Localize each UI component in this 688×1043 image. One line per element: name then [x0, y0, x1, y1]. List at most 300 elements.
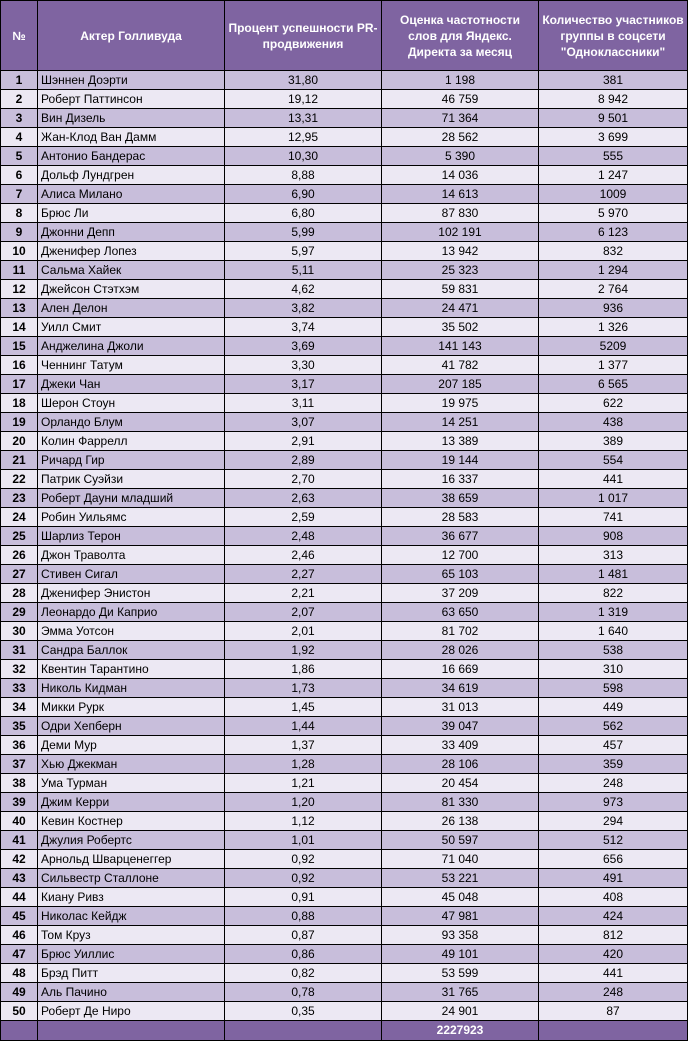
odnoklassniki-members: 555	[539, 147, 688, 166]
pr-success: 2,89	[225, 451, 382, 470]
odnoklassniki-members: 3 699	[539, 128, 688, 147]
table-row	[1, 907, 688, 926]
row-number: 46	[1, 926, 38, 945]
row-number: 1	[1, 71, 38, 90]
row-number: 15	[1, 337, 38, 356]
header-yandex-frequency: Оценка частотности слов для Яндекс. Директа за месяц	[382, 1, 539, 71]
pr-success: 0,35	[225, 1002, 382, 1021]
total-cell-empty-1	[1, 1021, 38, 1041]
yandex-frequency: 19 975	[382, 394, 539, 413]
yandex-frequency: 47 981	[382, 907, 539, 926]
table-row	[1, 356, 688, 375]
table-row	[1, 223, 688, 242]
pr-success: 2,70	[225, 470, 382, 489]
actor-name: Робин Уильямс	[38, 508, 225, 527]
odnoklassniki-members: 1 377	[539, 356, 688, 375]
row-number: 22	[1, 470, 38, 489]
table-row	[1, 508, 688, 527]
yandex-frequency: 141 143	[382, 337, 539, 356]
pr-success: 0,87	[225, 926, 382, 945]
pr-success: 1,45	[225, 698, 382, 717]
yandex-frequency: 46 759	[382, 90, 539, 109]
yandex-frequency: 28 026	[382, 641, 539, 660]
table-row	[1, 318, 688, 337]
table-row	[1, 812, 688, 831]
odnoklassniki-members: 248	[539, 983, 688, 1002]
odnoklassniki-members: 87	[539, 1002, 688, 1021]
actor-name: Ченнинг Татум	[38, 356, 225, 375]
row-number: 39	[1, 793, 38, 812]
yandex-frequency: 93 358	[382, 926, 539, 945]
row-number: 49	[1, 983, 38, 1002]
actor-name: Дольф Лундгрен	[38, 166, 225, 185]
actor-name: Роберт Паттинсон	[38, 90, 225, 109]
yandex-frequency: 65 103	[382, 565, 539, 584]
total-row	[1, 1021, 688, 1041]
actor-name: Киану Ривз	[38, 888, 225, 907]
yandex-frequency: 20 454	[382, 774, 539, 793]
pr-success: 2,48	[225, 527, 382, 546]
odnoklassniki-members: 381	[539, 71, 688, 90]
row-number: 48	[1, 964, 38, 983]
table-row	[1, 850, 688, 869]
row-number: 21	[1, 451, 38, 470]
actor-name: Леонардо Ди Каприо	[38, 603, 225, 622]
table-row	[1, 432, 688, 451]
actor-name: Эмма Уотсон	[38, 622, 225, 641]
actor-name: Микки Рурк	[38, 698, 225, 717]
actor-name: Колин Фаррелл	[38, 432, 225, 451]
row-number: 23	[1, 489, 38, 508]
header-pr-success: Процент успешности PR-продвижения	[225, 1, 382, 71]
row-number: 31	[1, 641, 38, 660]
actor-name: Дженифер Лопез	[38, 242, 225, 261]
row-number: 18	[1, 394, 38, 413]
yandex-frequency: 31 765	[382, 983, 539, 1002]
odnoklassniki-members: 359	[539, 755, 688, 774]
actor-name: Анджелина Джоли	[38, 337, 225, 356]
row-number: 41	[1, 831, 38, 850]
table-row	[1, 869, 688, 888]
table-row	[1, 660, 688, 679]
pr-success: 3,69	[225, 337, 382, 356]
odnoklassniki-members: 622	[539, 394, 688, 413]
header-actor: Актер Голливуда	[38, 1, 225, 71]
pr-success: 1,73	[225, 679, 382, 698]
table-row	[1, 679, 688, 698]
yandex-frequency: 53 599	[382, 964, 539, 983]
actor-name: Квентин Тарантино	[38, 660, 225, 679]
row-number: 12	[1, 280, 38, 299]
yandex-frequency: 24 471	[382, 299, 539, 318]
odnoklassniki-members: 822	[539, 584, 688, 603]
pr-success: 3,82	[225, 299, 382, 318]
pr-success: 0,92	[225, 869, 382, 888]
yandex-frequency: 71 364	[382, 109, 539, 128]
table-row	[1, 584, 688, 603]
yandex-frequency: 102 191	[382, 223, 539, 242]
odnoklassniki-members: 812	[539, 926, 688, 945]
actor-name: Роберт Дауни младший	[38, 489, 225, 508]
row-number: 7	[1, 185, 38, 204]
odnoklassniki-members: 8 942	[539, 90, 688, 109]
table-row	[1, 774, 688, 793]
yandex-frequency: 207 185	[382, 375, 539, 394]
row-number: 9	[1, 223, 38, 242]
pr-success: 5,99	[225, 223, 382, 242]
table-row	[1, 755, 688, 774]
pr-success: 0,88	[225, 907, 382, 926]
row-number: 36	[1, 736, 38, 755]
row-number: 13	[1, 299, 38, 318]
table-row	[1, 90, 688, 109]
row-number: 6	[1, 166, 38, 185]
pr-success: 3,11	[225, 394, 382, 413]
actor-name: Джеки Чан	[38, 375, 225, 394]
row-number: 35	[1, 717, 38, 736]
yandex-frequency: 24 901	[382, 1002, 539, 1021]
row-number: 16	[1, 356, 38, 375]
table-row	[1, 470, 688, 489]
row-number: 28	[1, 584, 38, 603]
pr-success: 1,21	[225, 774, 382, 793]
yandex-frequency: 28 106	[382, 755, 539, 774]
odnoklassniki-members: 5209	[539, 337, 688, 356]
table-row	[1, 945, 688, 964]
yandex-frequency: 14 036	[382, 166, 539, 185]
pr-success: 0,92	[225, 850, 382, 869]
pr-success: 2,91	[225, 432, 382, 451]
pr-success: 19,12	[225, 90, 382, 109]
actor-name: Антонио Бандерас	[38, 147, 225, 166]
pr-success: 10,30	[225, 147, 382, 166]
actor-name: Сандра Баллок	[38, 641, 225, 660]
yandex-frequency: 36 677	[382, 527, 539, 546]
yandex-frequency: 45 048	[382, 888, 539, 907]
pr-success: 3,30	[225, 356, 382, 375]
actor-name: Вин Дизель	[38, 109, 225, 128]
yandex-frequency: 19 144	[382, 451, 539, 470]
pr-success: 3,17	[225, 375, 382, 394]
yandex-frequency: 81 702	[382, 622, 539, 641]
pr-success: 13,31	[225, 109, 382, 128]
odnoklassniki-members: 512	[539, 831, 688, 850]
table-row	[1, 603, 688, 622]
odnoklassniki-members: 562	[539, 717, 688, 736]
row-number: 11	[1, 261, 38, 280]
pr-success: 1,44	[225, 717, 382, 736]
table-row	[1, 527, 688, 546]
actor-name: Николас Кейдж	[38, 907, 225, 926]
odnoklassniki-members: 294	[539, 812, 688, 831]
yandex-frequency: 16 337	[382, 470, 539, 489]
table-row	[1, 736, 688, 755]
pr-success: 2,07	[225, 603, 382, 622]
pr-success: 2,59	[225, 508, 382, 527]
row-number: 40	[1, 812, 38, 831]
table-row	[1, 242, 688, 261]
row-number: 43	[1, 869, 38, 888]
yandex-frequency: 13 389	[382, 432, 539, 451]
odnoklassniki-members: 538	[539, 641, 688, 660]
row-number: 19	[1, 413, 38, 432]
yandex-frequency: 25 323	[382, 261, 539, 280]
actor-name: Ричард Гир	[38, 451, 225, 470]
actor-name: Джим Керри	[38, 793, 225, 812]
table-row	[1, 926, 688, 945]
yandex-frequency: 14 251	[382, 413, 539, 432]
yandex-frequency: 41 782	[382, 356, 539, 375]
actor-name: Брюс Ли	[38, 204, 225, 223]
actor-name: Брэд Питт	[38, 964, 225, 983]
table-row	[1, 793, 688, 812]
actor-name: Жан-Клод Ван Дамм	[38, 128, 225, 147]
yandex-frequency: 28 562	[382, 128, 539, 147]
row-number: 17	[1, 375, 38, 394]
odnoklassniki-members: 741	[539, 508, 688, 527]
odnoklassniki-members: 389	[539, 432, 688, 451]
table-row	[1, 489, 688, 508]
yandex-frequency: 50 597	[382, 831, 539, 850]
actor-name: Шерон Стоун	[38, 394, 225, 413]
pr-success: 2,21	[225, 584, 382, 603]
table-row	[1, 299, 688, 318]
odnoklassniki-members: 656	[539, 850, 688, 869]
row-number: 14	[1, 318, 38, 337]
yandex-frequency: 14 613	[382, 185, 539, 204]
odnoklassniki-members: 248	[539, 774, 688, 793]
pr-success: 3,74	[225, 318, 382, 337]
odnoklassniki-members: 2 764	[539, 280, 688, 299]
actor-name: Джулия Робертс	[38, 831, 225, 850]
yandex-frequency: 35 502	[382, 318, 539, 337]
table-row	[1, 1002, 688, 1021]
row-number: 42	[1, 850, 38, 869]
actor-name: Джонни Депп	[38, 223, 225, 242]
table-row	[1, 888, 688, 907]
odnoklassniki-members: 1 247	[539, 166, 688, 185]
pr-success: 2,27	[225, 565, 382, 584]
table-row	[1, 413, 688, 432]
yandex-frequency: 71 040	[382, 850, 539, 869]
odnoklassniki-members: 6 123	[539, 223, 688, 242]
actor-name: Сальма Хайек	[38, 261, 225, 280]
yandex-frequency: 28 583	[382, 508, 539, 527]
header-number: №	[1, 1, 38, 71]
row-number: 45	[1, 907, 38, 926]
row-number: 50	[1, 1002, 38, 1021]
table-row	[1, 641, 688, 660]
pr-success: 1,20	[225, 793, 382, 812]
odnoklassniki-members: 449	[539, 698, 688, 717]
actor-name: Сильвестр Сталлоне	[38, 869, 225, 888]
table-row	[1, 831, 688, 850]
odnoklassniki-members: 1 294	[539, 261, 688, 280]
odnoklassniki-members: 441	[539, 470, 688, 489]
row-number: 8	[1, 204, 38, 223]
row-number: 4	[1, 128, 38, 147]
row-number: 25	[1, 527, 38, 546]
odnoklassniki-members: 408	[539, 888, 688, 907]
row-number: 20	[1, 432, 38, 451]
yandex-frequency: 12 700	[382, 546, 539, 565]
pr-success: 1,28	[225, 755, 382, 774]
pr-success: 1,86	[225, 660, 382, 679]
yandex-frequency: 49 101	[382, 945, 539, 964]
total-cell-empty-4	[539, 1021, 688, 1041]
pr-success: 1,12	[225, 812, 382, 831]
actor-name: Уилл Смит	[38, 318, 225, 337]
header-row	[1, 1, 688, 71]
odnoklassniki-members: 457	[539, 736, 688, 755]
actor-name: Одри Хепберн	[38, 717, 225, 736]
total-cell-empty-2	[38, 1021, 225, 1041]
pr-success: 6,90	[225, 185, 382, 204]
row-number: 3	[1, 109, 38, 128]
odnoklassniki-members: 598	[539, 679, 688, 698]
actor-name: Джон Траволта	[38, 546, 225, 565]
pr-success: 2,46	[225, 546, 382, 565]
yandex-frequency: 34 619	[382, 679, 539, 698]
yandex-frequency: 38 659	[382, 489, 539, 508]
actor-name: Роберт Де Ниро	[38, 1002, 225, 1021]
odnoklassniki-members: 5 970	[539, 204, 688, 223]
odnoklassniki-members: 1 319	[539, 603, 688, 622]
pr-success: 8,88	[225, 166, 382, 185]
odnoklassniki-members: 554	[539, 451, 688, 470]
table-row	[1, 983, 688, 1002]
pr-success: 6,80	[225, 204, 382, 223]
yandex-frequency: 5 390	[382, 147, 539, 166]
table-body	[1, 71, 688, 1021]
yandex-frequency: 16 669	[382, 660, 539, 679]
row-number: 33	[1, 679, 38, 698]
odnoklassniki-members: 1 017	[539, 489, 688, 508]
odnoklassniki-members: 1 481	[539, 565, 688, 584]
table-row	[1, 622, 688, 641]
pr-success: 3,07	[225, 413, 382, 432]
row-number: 24	[1, 508, 38, 527]
actor-name: Брюс Уиллис	[38, 945, 225, 964]
table-row	[1, 166, 688, 185]
table-row	[1, 394, 688, 413]
odnoklassniki-members: 491	[539, 869, 688, 888]
yandex-frequency: 26 138	[382, 812, 539, 831]
pr-success: 1,92	[225, 641, 382, 660]
odnoklassniki-members: 1 640	[539, 622, 688, 641]
table-row	[1, 147, 688, 166]
row-number: 37	[1, 755, 38, 774]
actor-name: Орландо Блум	[38, 413, 225, 432]
row-number: 47	[1, 945, 38, 964]
pr-success: 31,80	[225, 71, 382, 90]
table-row	[1, 128, 688, 147]
yandex-frequency: 81 330	[382, 793, 539, 812]
odnoklassniki-members: 310	[539, 660, 688, 679]
row-number: 26	[1, 546, 38, 565]
pr-success: 2,63	[225, 489, 382, 508]
table-row	[1, 375, 688, 394]
table-footer	[1, 1021, 688, 1041]
pr-success: 1,01	[225, 831, 382, 850]
actor-name: Николь Кидман	[38, 679, 225, 698]
yandex-frequency: 37 209	[382, 584, 539, 603]
actor-name: Арнольд Шварценеггер	[38, 850, 225, 869]
row-number: 30	[1, 622, 38, 641]
table-row	[1, 451, 688, 470]
row-number: 27	[1, 565, 38, 584]
header-odnoklassniki-members: Количество участников группы в соцсети "Одноклассники"	[539, 1, 688, 71]
odnoklassniki-members: 1009	[539, 185, 688, 204]
table-row	[1, 109, 688, 128]
actor-name: Стивен Сигал	[38, 565, 225, 584]
actor-name: Шэннен Доэрти	[38, 71, 225, 90]
actor-name: Алиса Милано	[38, 185, 225, 204]
table-row	[1, 337, 688, 356]
pr-success: 5,97	[225, 242, 382, 261]
table-row	[1, 698, 688, 717]
pr-success: 1,37	[225, 736, 382, 755]
table-row	[1, 964, 688, 983]
odnoklassniki-members: 9 501	[539, 109, 688, 128]
yandex-frequency: 39 047	[382, 717, 539, 736]
pr-success: 0,78	[225, 983, 382, 1002]
pr-success: 12,95	[225, 128, 382, 147]
row-number: 29	[1, 603, 38, 622]
yandex-frequency: 63 650	[382, 603, 539, 622]
row-number: 10	[1, 242, 38, 261]
actor-name: Ума Турман	[38, 774, 225, 793]
odnoklassniki-members: 438	[539, 413, 688, 432]
yandex-frequency: 1 198	[382, 71, 539, 90]
yandex-frequency: 31 013	[382, 698, 539, 717]
table-row	[1, 280, 688, 299]
pr-success: 2,01	[225, 622, 382, 641]
row-number: 32	[1, 660, 38, 679]
yandex-frequency: 13 942	[382, 242, 539, 261]
actor-name: Аль Пачино	[38, 983, 225, 1002]
actor-name: Шарлиз Терон	[38, 527, 225, 546]
table-header	[1, 1, 688, 71]
total-value: 2227923	[382, 1021, 539, 1041]
row-number: 2	[1, 90, 38, 109]
pr-success: 4,62	[225, 280, 382, 299]
odnoklassniki-members: 908	[539, 527, 688, 546]
table-row	[1, 185, 688, 204]
actor-name: Кевин Костнер	[38, 812, 225, 831]
odnoklassniki-members: 973	[539, 793, 688, 812]
row-number: 34	[1, 698, 38, 717]
actor-name: Джейсон Стэтхэм	[38, 280, 225, 299]
total-cell-empty-3	[225, 1021, 382, 1041]
pr-success: 0,91	[225, 888, 382, 907]
odnoklassniki-members: 936	[539, 299, 688, 318]
table-row	[1, 546, 688, 565]
odnoklassniki-members: 313	[539, 546, 688, 565]
actor-name: Патрик Суэйзи	[38, 470, 225, 489]
yandex-frequency: 53 221	[382, 869, 539, 888]
odnoklassniki-members: 6 565	[539, 375, 688, 394]
actor-name: Дженифер Энистон	[38, 584, 225, 603]
row-number: 44	[1, 888, 38, 907]
table-row	[1, 565, 688, 584]
odnoklassniki-members: 832	[539, 242, 688, 261]
actor-name: Ален Делон	[38, 299, 225, 318]
yandex-frequency: 87 830	[382, 204, 539, 223]
odnoklassniki-members: 1 326	[539, 318, 688, 337]
yandex-frequency: 59 831	[382, 280, 539, 299]
yandex-frequency: 33 409	[382, 736, 539, 755]
